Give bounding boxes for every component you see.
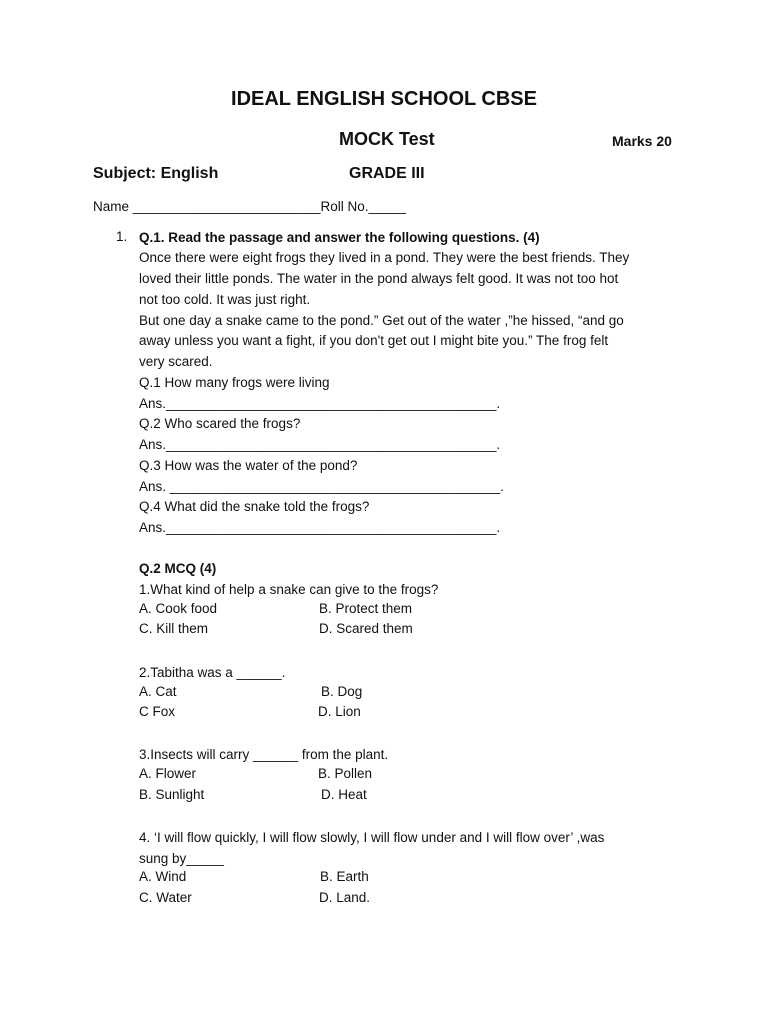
mcq-option-b: B. Earth (320, 869, 369, 884)
mcq-option-c: B. Sunlight (139, 787, 205, 802)
answer-line: Ans.____________________________________________. (139, 520, 501, 535)
mcq-option-c: C. Kill them (139, 621, 209, 636)
sub-question: Q.4 What did the snake told the frogs? (139, 499, 370, 514)
answer-line: Ans. ____________________________________________. (139, 479, 504, 494)
sub-question: Q.1 How many frogs were living (139, 375, 330, 390)
question-number: 1. (116, 229, 128, 244)
mcq-option-d: D. Land. (319, 890, 371, 905)
sub-question: Q.3 How was the water of the pond? (139, 458, 358, 473)
passage-line: not too cold. It was just right. (139, 292, 311, 307)
marks-label: Marks 20 (612, 133, 672, 149)
mcq-question-continued: sung by_____ (139, 851, 224, 866)
subject-label: Subject: English (93, 165, 219, 182)
name-roll-line: Name _________________________Roll No._____ (93, 199, 407, 214)
passage-line: very scared. (139, 354, 213, 369)
answer-line: Ans.____________________________________________. (139, 396, 501, 411)
passage-line: Once there were eight frogs they lived in a pond. They were the best friends. They (139, 250, 630, 265)
mcq-question: 2.Tabitha was a ______. (139, 665, 286, 680)
grade-label: GRADE III (349, 165, 425, 182)
mcq-option-c: C Fox (139, 704, 176, 719)
mcq-option-c: C. Water (139, 890, 192, 905)
mcq-option-d: D. Scared them (319, 621, 413, 636)
answer-line: Ans.____________________________________________. (139, 437, 501, 452)
test-title: MOCK Test (339, 129, 435, 149)
passage-line: loved their little ponds. The water in the pond always felt good. It was not too hot (139, 271, 619, 286)
passage-line: But one day a snake came to the pond.” Get out of the water ,”he hissed, “and go (139, 313, 624, 328)
mcq-option-d: D. Heat (321, 787, 367, 802)
mcq-option-d: D. Lion (318, 704, 361, 719)
mcq-option-b: B. Dog (321, 684, 363, 699)
mcq-option-a: A. Flower (139, 766, 197, 781)
mcq-option-a: A. Cook food (139, 601, 218, 616)
mcq-question: 4. ‘I will flow quickly, I will flow slowly, I will flow under and I will flow over’ ,was (139, 830, 605, 845)
school-title: IDEAL ENGLISH SCHOOL CBSE (231, 88, 537, 110)
passage-line: away unless you want a fight, if you don't get out I might bite you.” The frog felt (139, 333, 609, 348)
mcq-option-b: B. Pollen (318, 766, 373, 781)
mcq-option-a: A. Wind (139, 869, 187, 884)
mcq-option-b: B. Protect them (319, 601, 413, 616)
mcq-question: 1.What kind of help a snake can give to the frogs? (139, 582, 439, 597)
mcq-option-a: A. Cat (139, 684, 177, 699)
q2-heading: Q.2 MCQ (4) (139, 561, 217, 576)
sub-question: Q.2 Who scared the frogs? (139, 416, 301, 431)
q1-heading: Q.1. Read the passage and answer the following questions. (4) (139, 230, 540, 245)
mcq-question: 3.Insects will carry ______ from the plant. (139, 747, 389, 762)
